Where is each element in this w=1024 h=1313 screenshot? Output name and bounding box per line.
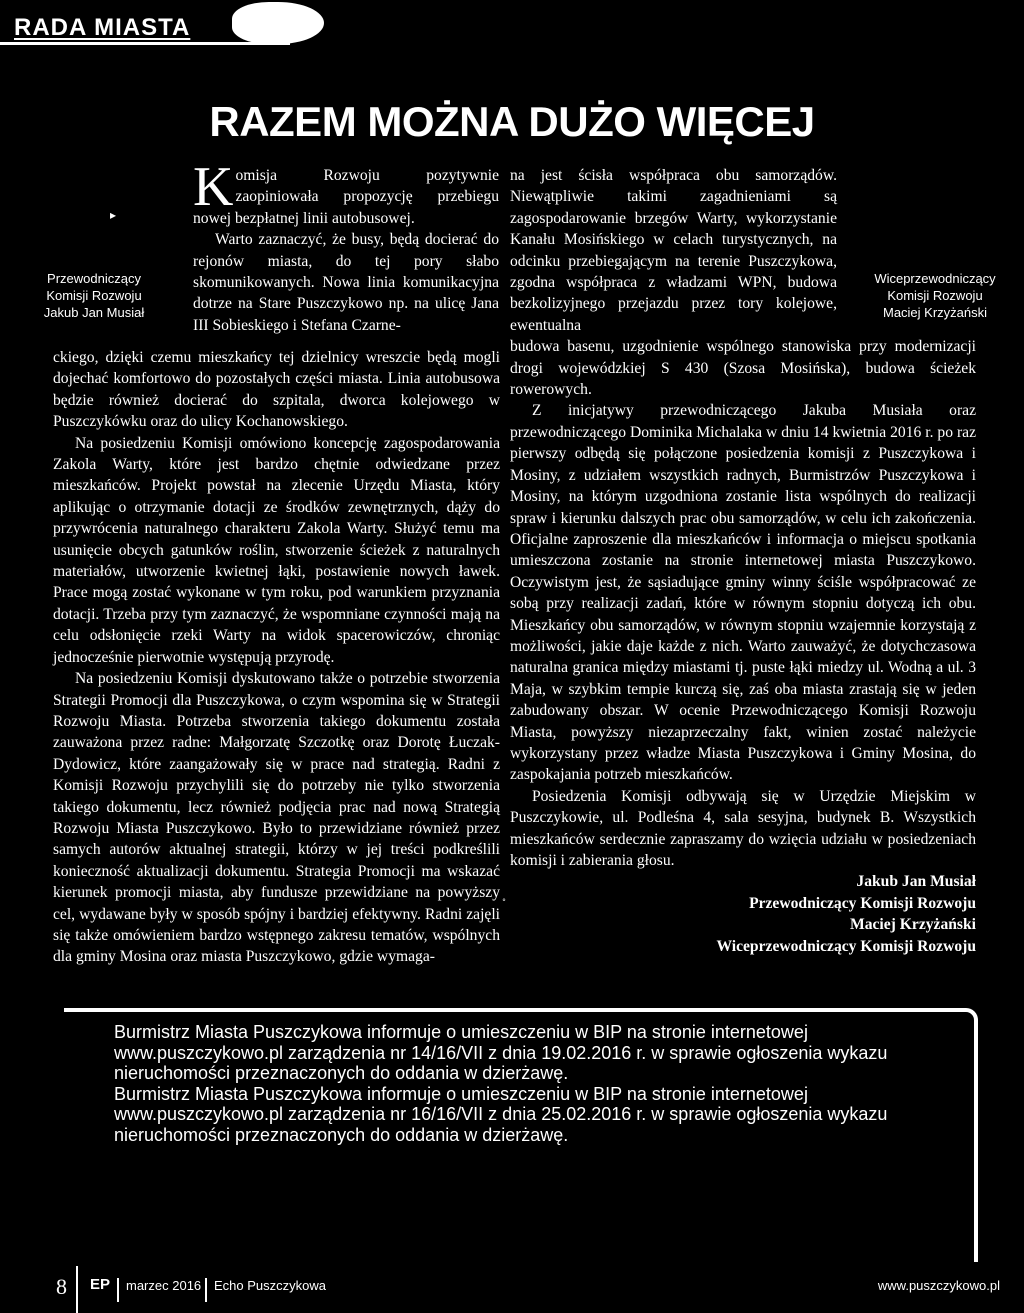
notice-line: nieruchomości przeznaczonych do oddania w dzierżawę. bbox=[114, 1124, 569, 1145]
portrait-caption-left bbox=[4, 270, 184, 321]
footer-url[interactable]: www.puszczykowo.pl bbox=[877, 1278, 1000, 1293]
lead-text: omisja Rozwoju pozytywnie zaopiniowała propozycję przebiegu nowej bezpłatnej linii autobusowej. bbox=[193, 167, 499, 227]
bullet-mark: ▸ bbox=[110, 208, 117, 222]
notice-line: nieruchomości przeznaczonych do oddania w dzierżawę. bbox=[114, 1063, 569, 1083]
article-lead bbox=[193, 156, 499, 336]
footer-logo-icon: EP bbox=[90, 1276, 111, 1293]
caption-right-person: Maciej Krzyżański bbox=[882, 305, 988, 320]
notice-line: www.puszczykowo.pl zarządzenia nr 16/16/VII z dnia 25.02.2016 r. w sprawie ogłoszenia wykazu bbox=[114, 1104, 888, 1124]
signature-role-1: Przewodniczący Komisji Rozwoju bbox=[749, 894, 976, 912]
notice-line: www.puszczykowo.pl zarządzenia nr 14/16/VII z dnia 19.02.2016 r. w sprawie ogłoszenia wykazu bbox=[114, 1042, 888, 1063]
left-paragraph-1: ckiego, dzięki czemu mieszkańcy tej dzielnicy wreszcie będą mogli dojechać komfortowo do pozostałych części miasta. Linia autobusowa będzie również docierać do szpitala, dworca kolejowego w Puszczykówku oraz do ulicy Kochanowskiego. bbox=[53, 349, 500, 431]
right-paragraph-2: Z inicjatywy przewodniczącego Jakuba Musiała oraz przewodniczącego Dominika Michalaka w dniu 14 kwietnia 2016 r. po raz pierwszy odbędą się połączone posiedzenia komisji z Puszczykowa i Mosiny, z udziałem wszystkich radnych, Burmistrzów Puszczykowa i Mosiny, na którym uzgodniona zostanie lista wspólnych do realizacji spraw i kierunku dalszych prac obu samorządów, w celu ich zakończenia. Oficjalne zaproszenie dla mieszkańców i informacja o miejscu spotkania umieszczona zostanie na stronie internetowej miasta Puszczykowo. Oczywistym jest, że sąsiadujące gminy winny ściśle współpracować ze sobą przy realizacji zadań, które w równym stopniu dotyczą ich obu. Mieszkańcy obu samorządów, w równym stopniu wzajemnie korzystają z możliwości, jakie daje każde z nich. Warto zauważyć, że dotychczasowa naturalna granica między miastami tj. puste łąki miedzy ul. Wodną a ul. 3 Maja, w szybkim tempie kurczą się, zaś oba miasta zrastają się w jeden zabudowany obszar. W ocenie Przewodniczącego Komisji Rozwoju Miasta, powyższy niezaprzeczalny fakt, winien zostać należycie wykorzystany przez władze Miasta Puszczykowa i Gminy Mosina, do zaspokajania potrzeb mieszkańców. bbox=[510, 402, 976, 784]
headline: RAZEM MOŻNA DUŻO WIĘCEJ bbox=[209, 98, 815, 145]
lead-paragraph bbox=[193, 156, 499, 229]
right-paragraph-1: budowa basenu, uzgodnienie wspólnego stanowiska przy modernizacji drogi wojewódzkiej S 430 (Szosa Mosińska), budowa ścieżek rowerowych. bbox=[510, 338, 976, 399]
notice-line: Burmistrz Miasta Puszczykowa informuje o umieszczeniu w BIP na stronie internetowej bbox=[114, 1022, 808, 1042]
left-paragraph-3: Na posiedzeniu Komisji dyskutowano także o potrzebie stworzenia Strategii Promocji dla Puszczykowa, o czym wspomina się w Strategii Rozwoju Miasta. Potrzeba stworzenia takiego dokumentu została zauważona przez radne: Małgorzatę Szczotkę oraz Dorotę Łuczak-Dydowicz, które zaangażowały się w prace nad strategią. Radni z Komisji Rozwoju przychylili się do potrzeby nie tylko stworzenia takiego dokumentu, lecz również podjęcia prac nad nową Strategią Rozwoju Miasta Puszczykowo. Było to przewidziane również przez samych autorów aktualnej strategii, którzy w jej treści podkreślili konieczność aktualizacji dokumentu. Strategia Promocji ma wskazać kierunek promocji miasta, aby fundusze przewidziane na powyższy cel, wydawane były w sposób spójny i bardziej efektywny. Radni zajęli się także omówieniem bardzo wstępnego zakresu tematów, wspólnych dla gminy Mosina oraz miasta Puszczykowo, gdzie wymaga- bbox=[53, 670, 500, 966]
caption-left-person: Jakub Jan Musiał bbox=[43, 305, 145, 320]
lead-paragraph-2: Warto zaznaczyć, że busy, będą docierać do rejonów miasta, do tej pory słabo skomunikowanych. Nowa linia komunikacyjna dotrze na Stare Puszczykowo np. na ulicę Jana III Sobieskiego i Stefana Czarne- bbox=[193, 231, 499, 334]
footer-date: marzec 2016 bbox=[126, 1278, 202, 1293]
signature-name-2: Maciej Krzyżański bbox=[849, 916, 976, 934]
right-paragraph-3: Posiedzenia Komisji odbywają się w Urzędzie Miejskim w Puszczykowie, ul. Podleśna 4, sala sesyjna, budynek B. Wszystkich mieszkańców serdecznie zapraszamy do wzięcia udziału w posiedzeniach komisji i zabierania głosu. bbox=[510, 787, 976, 869]
signature-block bbox=[510, 871, 976, 957]
caption-left-role: Przewodniczący bbox=[47, 271, 141, 286]
caption-left-committee: Komisji Rozwoju bbox=[46, 288, 142, 303]
tick-mark: ˚ bbox=[502, 896, 506, 910]
caption-right-committee: Komisji Rozwoju bbox=[887, 288, 983, 303]
page-footer bbox=[0, 1270, 1024, 1313]
signature-role-2: Wiceprzewodniczący Komisji Rozwoju bbox=[716, 937, 976, 955]
notice-box bbox=[64, 1008, 978, 1262]
page-number: 8 bbox=[56, 1274, 67, 1299]
header-blob bbox=[232, 2, 324, 44]
notice-line: Burmistrz Miasta Puszczykowa informuje o umieszczeniu w BIP na stronie internetowej bbox=[114, 1083, 808, 1104]
notice-body bbox=[114, 1022, 964, 1145]
article-left-column bbox=[53, 347, 500, 968]
caption-right-role: Wiceprzewodniczący bbox=[874, 271, 996, 286]
footer-publication: Echo Puszczykowa bbox=[214, 1278, 326, 1293]
footer-vertical-line bbox=[76, 1266, 78, 1313]
drop-cap: K bbox=[193, 156, 234, 218]
right-paragraph-top: na jest ścisła współpraca obu samorządów. Niewątpliwie takimi zagadnieniami są zagospodarowanie brzegów Warty, wykorzystanie Kanału Mosińskiego w celach turystycznych, na odcinku przebiegającym na terenie Puszczykowa, zgodna współpraca z władzami WPN, budowa bezkolizyjnego przejazdu przez tory kolejowe, ewentualna bbox=[510, 167, 837, 334]
footer-separator bbox=[117, 1278, 119, 1302]
article-right-column bbox=[510, 165, 976, 957]
left-paragraph-2: Na posiedzeniu Komisji omówiono koncepcję zagospodarowania Zakola Warty, które jest bardzo chętnie odwiedzane przez mieszkańców. Projekt powstał na zlecenie Urzędu Miasta, który aplikując o otrzymanie dotacji ze środków zewnętrznych, dąży do przywrócenia naturalnego charakteru Zakola Warty. Służyć temu ma usunięcie obcych gatunków roślin, stworzenie ścieżek z naturalnych materiałów, utworzenie kwietnej łąki, postawienie nowych ławek. Prace mogą zostać wykonane w tym roku, pod warunkiem przyznania dotacji. Trzeba przy tym zaznaczyć, że wspomniane czynności mają na celu odsłonięcie rzeki Warty na widok spacerowiczów, chroniąc jednocześnie pierwotnie występują przyrodę. bbox=[53, 434, 500, 666]
header-rule bbox=[0, 42, 290, 45]
footer-separator bbox=[205, 1278, 207, 1302]
section-label: RADA MIASTA bbox=[14, 14, 191, 41]
signature-name-1: Jakub Jan Musiał bbox=[856, 873, 976, 891]
